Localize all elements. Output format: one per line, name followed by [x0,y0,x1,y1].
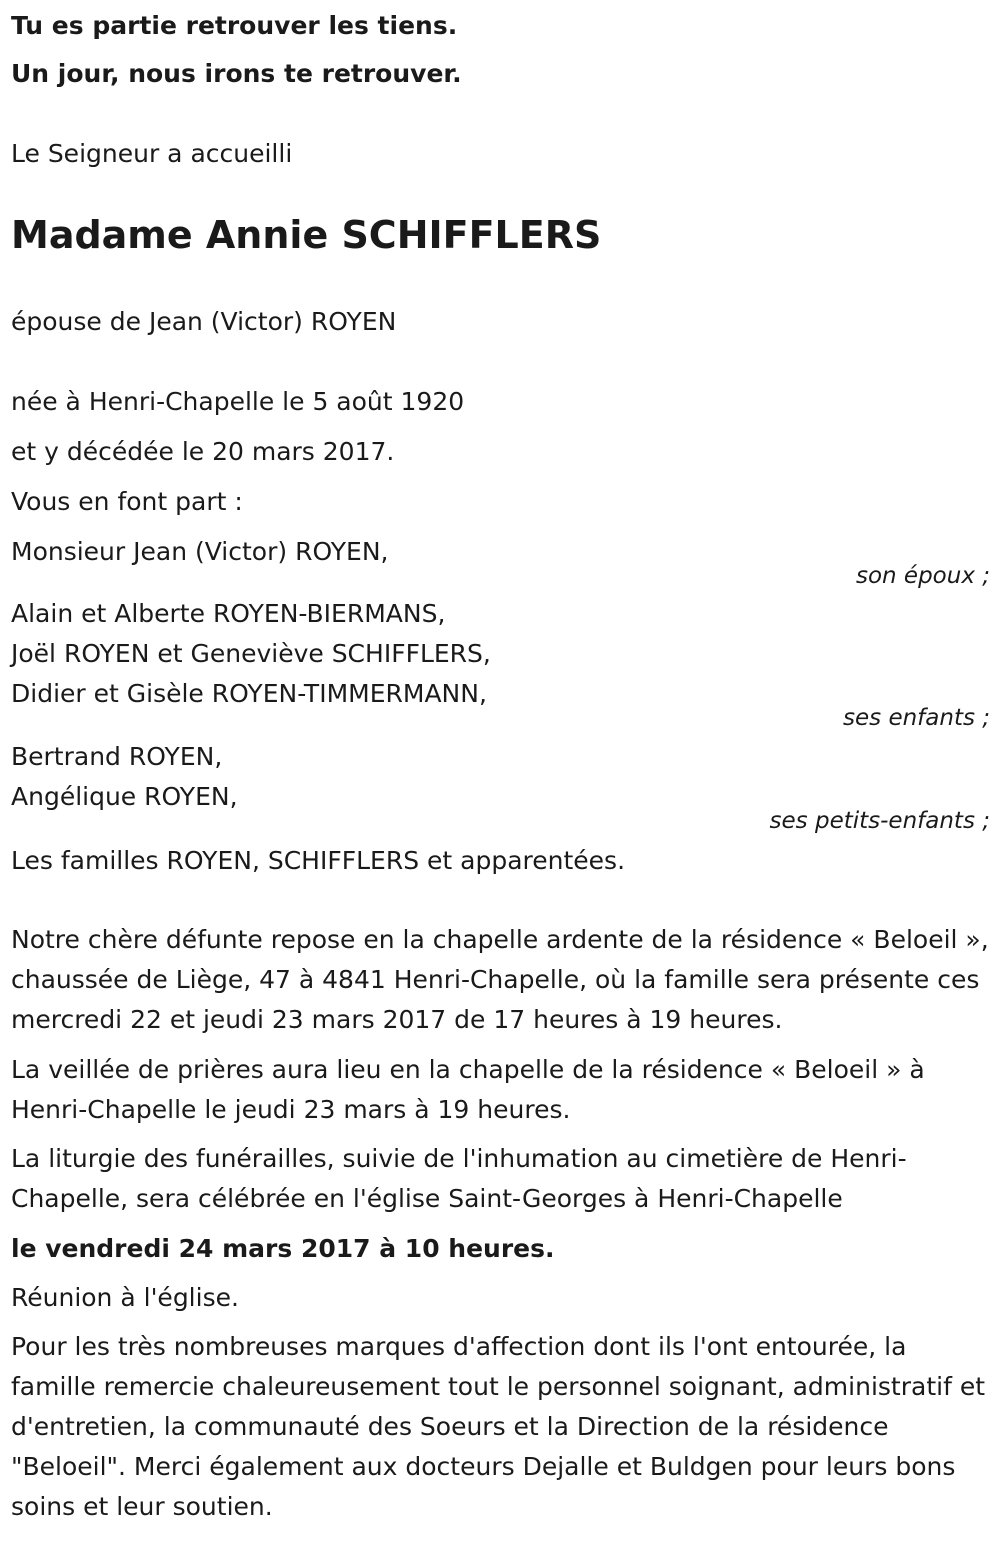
viewing-paragraph: Notre chère défunte repose en la chapelle ardente de la résidence « Beloeil », chaussée de Liège, 47 à 4841 Henri-Chapelle, où la famille sera présente ces mercredi 22 et jeudi 23 mars 2017 de 17 heures à 19 heures. [11,925,989,1034]
epitaph-line-1: Tu es partie retrouver les tiens. [11,11,458,40]
intro-text: Le Seigneur a accueilli [11,139,293,168]
announce-line: Vous en font part : [11,487,243,516]
epitaph-line-2: Un jour, nous irons te retrouver. [11,59,462,88]
family-child-2: Joël ROYEN et Geneviève SCHIFFLERS, [11,639,491,668]
family-child-3: Didier et Gisèle ROYEN-TIMMERMANN, [11,679,487,708]
meeting-line: Réunion à l'église. [11,1283,239,1312]
family-child-1: Alain et Alberte ROYEN-BIERMANS, [11,599,446,628]
funeral-date: le vendredi 24 mars 2017 à 10 heures. [11,1234,555,1263]
deceased-name: Madame Annie SCHIFFLERS [11,213,602,257]
family-grandchild-1: Bertrand ROYEN, [11,742,223,771]
liturgy-paragraph: La liturgie des funérailles, suivie de l'inhumation au cimetière de Henri-Chapelle, sera célébrée en l'église Saint-Georges à Henri-Chapelle [11,1144,907,1213]
birth-line: née à Henri-Chapelle le 5 août 1920 [11,387,465,416]
relation-spouse: son époux ; [855,563,990,589]
relation-children: ses enfants ; [843,705,990,731]
family-spouse-name: Monsieur Jean (Victor) ROYEN, [11,537,389,566]
vigil-paragraph: La veillée de prières aura lieu en la chapelle de la résidence « Beloeil » à Henri-Chapelle le jeudi 23 mars à 19 heures. [11,1055,925,1124]
families-line: Les familles ROYEN, SCHIFFLERS et apparentées. [11,846,626,875]
death-line: et y décédée le 20 mars 2017. [11,437,395,466]
thanks-paragraph: Pour les très nombreuses marques d'affection dont ils l'ont entourée, la famille remercie chaleureusement tout le personnel soignant, administratif et d'entretien, la communauté des Soeurs et la Direction de la résidence "Beloeil". Merci également aux docteurs Dejalle et Buldgen pour leurs bons soins et leur soutien. [11,1332,985,1521]
relation-grandchildren: ses petits-enfants ; [769,808,990,834]
family-grandchild-2: Angélique ROYEN, [11,782,238,811]
spouse-line: épouse de Jean (Victor) ROYEN [11,307,397,336]
